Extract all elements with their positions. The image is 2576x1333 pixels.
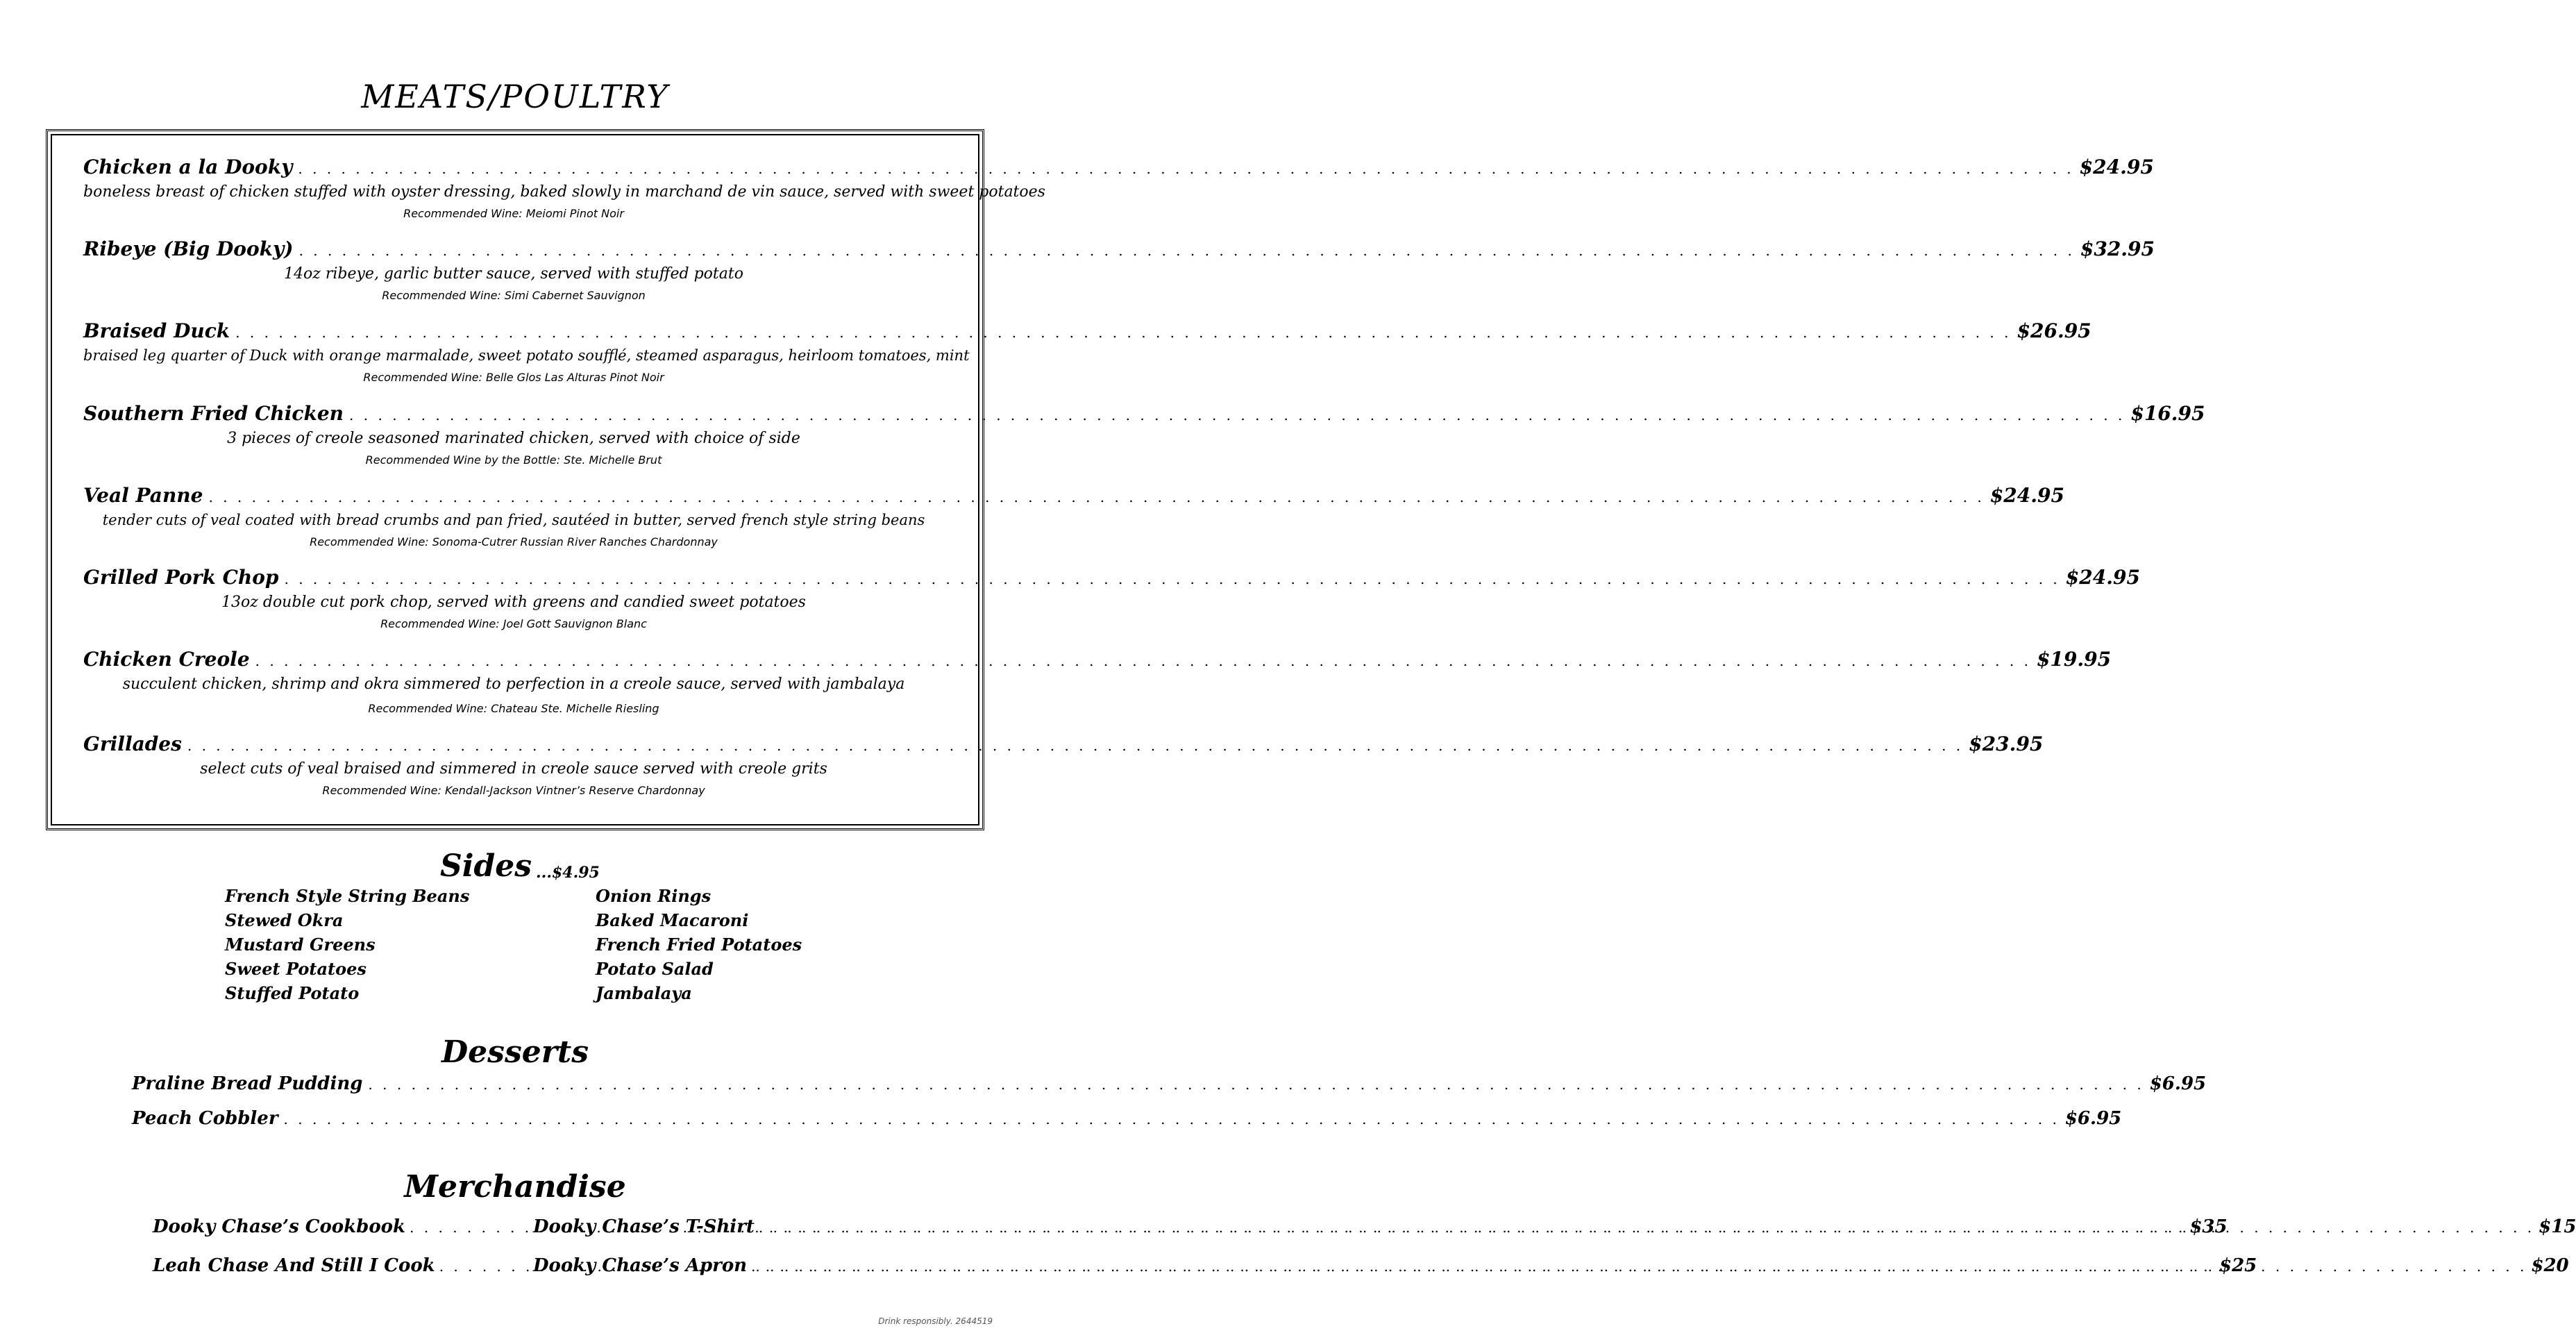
sides-list-right	[596, 886, 802, 1007]
sides-price: ...$4.95	[536, 864, 600, 882]
leader-dots	[255, 653, 2031, 669]
item-price: $26.95	[2017, 319, 2091, 342]
side-item: Onion Rings	[596, 886, 712, 906]
item-price: $32.95	[2080, 237, 2155, 260]
item-description: braised leg quarter of Duck with orange marmalade, sweet potato soufflé, steamed asparagus, heirloom tomatoes, mint	[83, 347, 970, 364]
item-price: $24.95	[1989, 484, 2064, 507]
merchandise-heading: Merchandise	[404, 1169, 626, 1205]
leader-dots	[208, 489, 1984, 505]
leader-dots	[751, 1258, 2527, 1275]
item-name: Dooky Chase’s Cookbook	[153, 1216, 406, 1237]
leader-dots	[285, 571, 2060, 587]
sides-list-left	[225, 886, 469, 1007]
leader-dots	[368, 1076, 2144, 1093]
leader-dots	[187, 737, 1963, 754]
wine-recommendation: Recommended Wine: Simi Cabernet Sauvignon	[382, 289, 646, 302]
leader-dots	[235, 324, 2011, 341]
item-price: $23.95	[1969, 732, 2044, 755]
item-description: select cuts of veal braised and simmered in creole sauce served with creole grits	[200, 760, 827, 778]
item-name: Leah Chase And Still I Cook	[153, 1255, 435, 1276]
item-price: $6.95	[2064, 1108, 2122, 1129]
item-name: Braised Duck	[83, 319, 230, 342]
side-item: Jambalaya	[596, 983, 692, 1003]
side-item: Mustard Greens	[225, 934, 376, 955]
item-description: 13oz double cut pork chop, served with greens and candied sweet potatoes	[221, 594, 806, 611]
leader-dots	[298, 160, 2073, 177]
wine-recommendation: Recommended Wine: Belle Glos Las Alturas Pinot Noir	[363, 371, 664, 384]
item-name: Dooky Chase’s T-Shirt	[533, 1216, 755, 1237]
item-price: $20	[2531, 1255, 2569, 1276]
side-item: Sweet Potatoes	[225, 959, 367, 979]
item-price: $15	[2539, 1216, 2576, 1237]
wine-recommendation: Recommended Wine: Kendall-Jackson Vintner’s Reserve Chardonnay	[322, 784, 705, 797]
side-item: French Fried Potatoes	[596, 934, 802, 955]
wine-recommendation: Recommended Wine: Joel Gott Sauvignon Blanc	[380, 617, 647, 630]
item-description: tender cuts of veal coated with bread crumbs and pan fried, sautéed in butter, served french style string beans	[102, 512, 925, 528]
wine-recommendation: Recommended Wine: Meiomi Pinot Noir	[403, 207, 624, 220]
side-item: Potato Salad	[596, 959, 714, 979]
item-name: Southern Fried Chicken	[83, 402, 344, 425]
item-name: Grillades	[83, 732, 182, 755]
item-price: $35	[2189, 1216, 2228, 1237]
item-price: $19.95	[2036, 648, 2112, 671]
meats-poultry-box	[46, 129, 1045, 830]
item-name: Ribeye (Big Dooky)	[83, 237, 294, 260]
item-description: boneless breast of chicken stuffed with oyster dressing, baked slowly in marchand de vin sauce, served with sweet potatoes	[83, 183, 1045, 201]
dessert-item	[132, 1073, 2207, 1100]
item-price: $6.95	[2149, 1073, 2207, 1094]
menu-item	[83, 319, 2091, 386]
wine-recommendation: Recommended Wine: Chateau Ste. Michelle Riesling	[368, 702, 659, 715]
side-item: Stewed Okra	[225, 910, 344, 930]
item-name: Chicken a la Dooky	[83, 156, 293, 178]
side-item: Stuffed Potato	[225, 983, 360, 1003]
item-name: Veal Panne	[83, 484, 203, 507]
item-name: Grilled Pork Chop	[83, 566, 279, 589]
leader-dots	[299, 242, 2075, 259]
leader-dots	[349, 407, 2125, 424]
side-item: French Style String Beans	[225, 886, 470, 906]
wine-recommendation: Recommended Wine: Sonoma-Cutrer Russian River Ranches Chardonnay	[310, 535, 718, 548]
wine-recommendation: Recommended Wine by the Bottle: Ste. Michelle Brut	[365, 453, 662, 467]
sides-heading: Sides	[440, 848, 532, 884]
item-price: $25	[2219, 1255, 2257, 1276]
page-title: MEATS/POULTRY	[361, 78, 669, 115]
item-name: Chicken Creole	[83, 648, 250, 671]
item-price: $24.95	[2079, 156, 2154, 178]
menu-item	[83, 566, 2140, 632]
side-item: Baked Macaroni	[596, 910, 749, 930]
item-name: Praline Bread Pudding	[132, 1073, 363, 1094]
item-description: succulent chicken, shrimp and okra simmered to perfection in a creole sauce, served with jambalaya	[122, 676, 905, 693]
menu-item	[83, 402, 2205, 469]
menu-item	[83, 732, 2044, 799]
leader-dots	[284, 1111, 2060, 1127]
item-price: $16.95	[2130, 402, 2205, 425]
menu-item	[83, 237, 2155, 304]
menu-item	[83, 156, 2154, 222]
dessert-item	[132, 1108, 2122, 1134]
desserts-heading: Desserts	[441, 1034, 589, 1070]
item-name: Dooky Chase’s Apron	[533, 1255, 748, 1276]
menu-item	[83, 648, 2112, 717]
footer-note: Drink responsibly. 2644519	[878, 1316, 993, 1326]
leader-dots	[759, 1219, 2534, 1236]
item-description: 3 pieces of creole seasoned marinated chicken, served with choice of side	[227, 430, 800, 447]
item-name: Peach Cobbler	[132, 1108, 278, 1129]
menu-item	[83, 484, 2064, 551]
item-description: 14oz ribeye, garlic butter sauce, served with stuffed potato	[284, 265, 743, 283]
item-price: $24.95	[2065, 566, 2140, 589]
